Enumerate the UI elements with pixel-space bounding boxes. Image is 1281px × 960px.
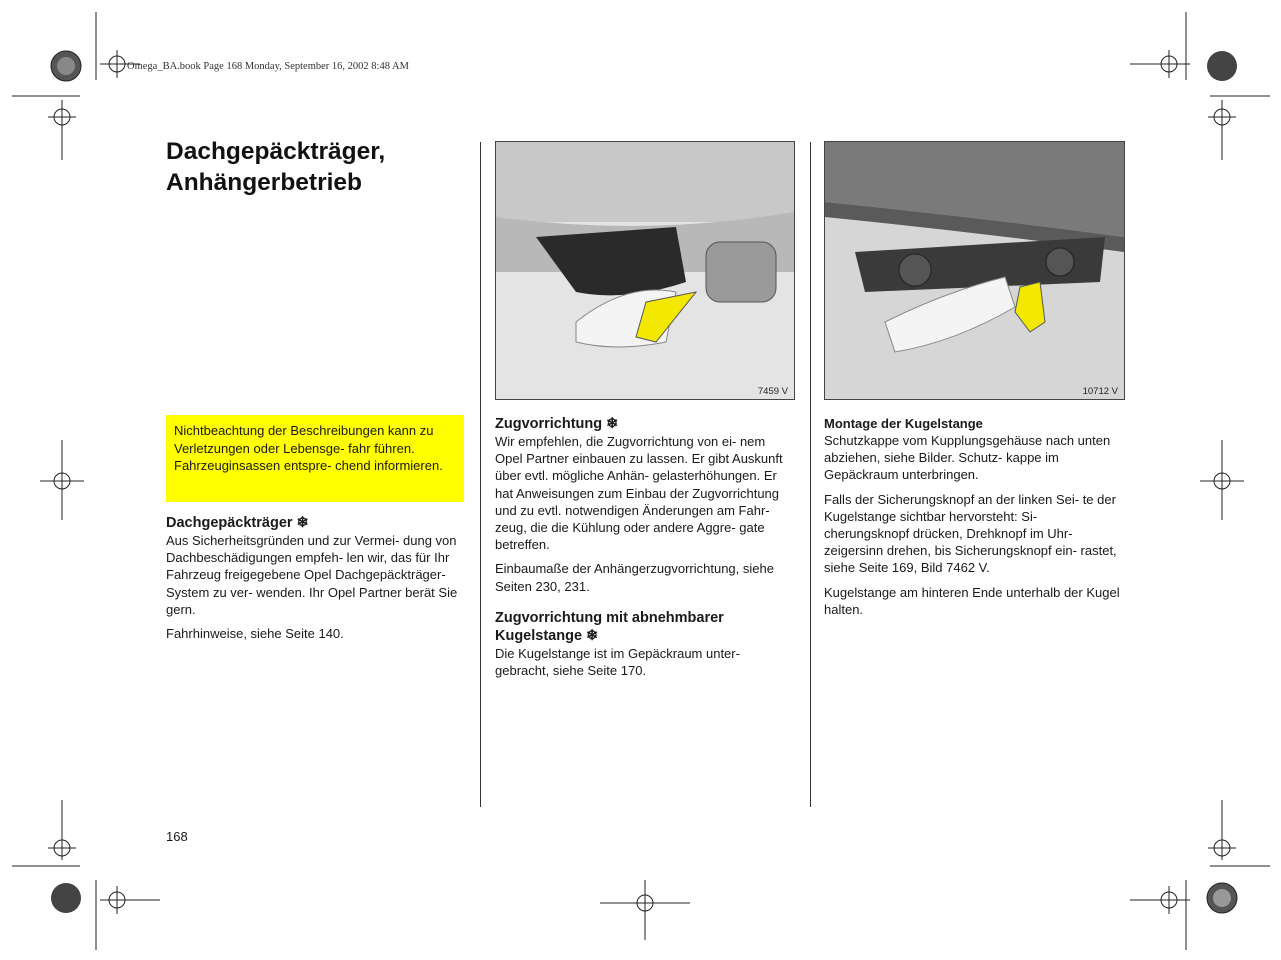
figure-tow-hitch-cap [495, 141, 795, 400]
title-line-2: Anhängerbetrieb [166, 169, 363, 196]
paragraph: Wir empfehlen, die Zugvorrichtung von ei- nem Opel Partner einbauen zu lassen. Er gibt Auskunft über evtl. mögliche Anhän- gelasterhöhungen. Er hat Anweisungen zum Einbau der Zugvorrichtung und zu evtl. notwendigen Änderungen am Fahr- zeug, die die Kühlung oder andere Aggre- gate betreffen. [495, 434, 783, 553]
heading-detachable-tow-bar: Zugvorrichtung mit abnehmbarer Kugelstange ❄ [495, 609, 724, 644]
paragraph: Aus Sicherheitsgründen und zur Vermei- dung von Dachbeschädigungen empfeh- len wir, das für Ihr Fahrzeug freigegebene Opel Dachgepäckträger-System zu ver- wenden. Ihr Opel Partner berät Sie gern. [166, 533, 458, 617]
paragraph: Schutzkappe vom Kupplungsgehäuse nach unten abziehen, siehe Bilder. Schutz- kappe im Gepäckraum unterbringen. [824, 433, 1111, 483]
column-3 [824, 415, 1124, 625]
heading-tow-hitch: Zugvorrichtung ❄ [495, 416, 619, 432]
title-line-1: Dachgepäckträger, [166, 138, 386, 165]
column-divider [480, 142, 481, 807]
paragraph: Einbaumaße der Anhängerzugvorrichtung, siehe Seiten 230, 231. [495, 561, 774, 594]
page-title [166, 136, 385, 198]
paragraph: Kugelstange am hinteren Ende unterhalb der Kugel halten. [824, 584, 1120, 617]
figure-ball-bar-mount [824, 141, 1125, 400]
warning-box: Nichtbeachtung der Beschreibungen kann zu Verletzungen oder Lebensge- fahr führen. Fahrzeuginsassen entspre- chend informieren. [166, 415, 464, 502]
column-divider [810, 142, 811, 807]
column-1 [166, 514, 466, 649]
paragraph: Falls der Sicherungsknopf an der linken Sei- te der Kugelstange sichtbar hervorsteht: Si- cherungsknopf drücken, Drehknopf im Uhr- zeigersinn drehen, bis Sicherungsknopf ein- rastet, siehe Seite 169, Bild 7462 V. [824, 491, 1117, 576]
column-2 [495, 415, 793, 686]
page-number: 168 [166, 829, 188, 844]
print-header: Omega_BA.book Page 168 Monday, September 16, 2002 8:48 AM [127, 61, 409, 72]
heading-ball-bar-mounting: Montage der Kugelstange [824, 416, 983, 431]
figure-label: 10712 V [1082, 386, 1118, 397]
figure-label: 7459 V [757, 386, 788, 397]
heading-roof-rack: Dachgepäckträger ❄ [166, 515, 309, 531]
paragraph: Die Kugelstange ist im Gepäckraum unter- gebracht, siehe Seite 170. [495, 645, 740, 679]
paragraph: Fahrhinweise, siehe Seite 140. [166, 626, 344, 642]
